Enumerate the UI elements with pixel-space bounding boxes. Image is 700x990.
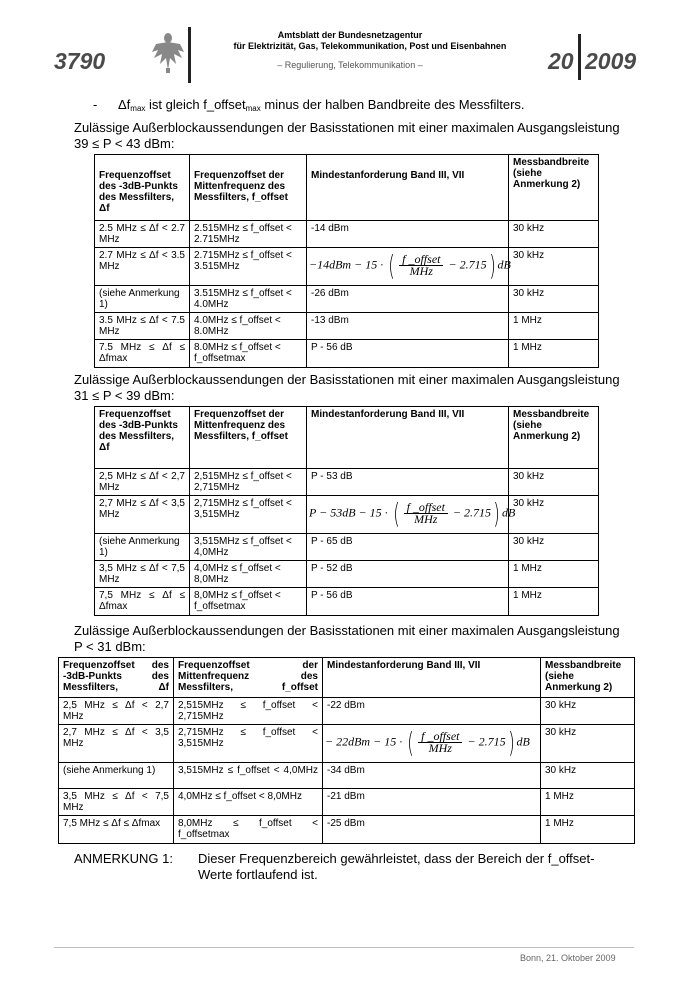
- cell: 3,5 MHz ≤ Δf < 7,5 MHz: [59, 789, 174, 816]
- cell: -26 dBm: [307, 286, 509, 313]
- bullet-marker: -: [93, 97, 98, 112]
- note-label: ANMERKUNG 1:: [74, 851, 173, 866]
- header-cell: Frequenzoffset der Mittenfrequenz des Messfilters, f_offset: [174, 658, 323, 698]
- header-cell: Mindestanforderung Band III, VII: [307, 407, 509, 469]
- cell: 3,5 MHz ≤ Δf < 7,5 MHz: [95, 561, 190, 588]
- cell: 30 kHz: [509, 221, 599, 248]
- table-header-row: [95, 407, 599, 469]
- table-row: [59, 789, 635, 816]
- cell: 1 MHz: [509, 313, 599, 340]
- cell: 30 kHz: [509, 496, 599, 534]
- table-row: [95, 340, 599, 368]
- cell: 8.0MHz ≤ f_offset < f_offsetmax: [190, 340, 307, 368]
- table-row: [59, 816, 635, 844]
- formula-cell: − 22dBm − 15 · ( $\frac{\text{f \_offset}}{\text{MHz}}$ − 2.715) dB: [323, 725, 541, 763]
- cell: 3.515MHz ≤ f_offset < 4.0MHz: [190, 286, 307, 313]
- cell: P - 56 dB: [307, 588, 509, 616]
- header-cell: Mindestanforderung Band III, VII: [307, 155, 509, 221]
- formula-cell: P − 53dB − 15 · ( $\frac{\text{f \_offset}}{\text{MHz}}$ − 2.715) dB: [307, 496, 509, 534]
- cell: (siehe Anmerkung 1): [59, 763, 174, 789]
- table-row: [95, 286, 599, 313]
- emission-table-3: [58, 657, 635, 844]
- table-row: [59, 763, 635, 789]
- cell: 4,0MHz ≤ f_offset < 8,0MHz: [174, 789, 323, 816]
- issue-no: 20: [548, 48, 574, 74]
- cell: 3,515MHz ≤ f_offset < 4,0MHz: [190, 534, 307, 561]
- table-row: [95, 248, 599, 286]
- cell: -13 dBm: [307, 313, 509, 340]
- cell: 7,5 MHz ≤ Δf ≤ Δfmax: [59, 816, 174, 844]
- section-heading-3: Zulässige Außerblockaussendungen der Basisstationen mit einer maximalen Ausgangsleistung P < 31 dBm:: [74, 623, 620, 654]
- formula-cell: −14dBm − 15 · ( $\frac{\text{f \_offset}}{\text{MHz}}$ − 2.715) dB: [307, 248, 509, 286]
- cell: 2,515MHz ≤ f_offset < 2,715MHz: [190, 469, 307, 496]
- table-row: [95, 221, 599, 248]
- table-row: [95, 561, 599, 588]
- header-cell: Messbandbreite (siehe Anmerkung 2): [509, 407, 599, 469]
- cell: (siehe Anmerkung 1): [95, 286, 190, 313]
- cell: 7.5 MHz ≤ Δf ≤ Δfmax: [95, 340, 190, 368]
- table-row: [59, 698, 635, 725]
- cell: 30 kHz: [509, 248, 599, 286]
- table-row: [95, 588, 599, 616]
- cell: 2.515MHz ≤ f_offset < 2.715MHz: [190, 221, 307, 248]
- header-cell: Mindestanforderung Band III, VII: [323, 658, 541, 698]
- table-header-row: [59, 658, 635, 698]
- cell: 2,7 MHz ≤ Δf < 3,5 MHz: [59, 725, 174, 763]
- header-cell: Frequenzoffset des -3dB-Punkts des Messfilters, Δf: [59, 658, 174, 698]
- cell: 1 MHz: [541, 789, 635, 816]
- issue-number: 3790: [54, 48, 106, 74]
- cell: -34 dBm: [323, 763, 541, 789]
- cell: 30 kHz: [541, 698, 635, 725]
- header-cell: Frequenzoffset der Mittenfrequenz des Messfilters, f_offset: [190, 407, 307, 469]
- note-text: Dieser Frequenzbereich gewährleistet, dass der Bereich der f_offset-Werte fortlaufend ist.: [198, 851, 595, 882]
- cell: 30 kHz: [509, 469, 599, 496]
- emission-table-2: [94, 406, 599, 616]
- header-cell: Messbandbreite (siehe Anmerkung 2): [541, 658, 635, 698]
- cell: 1 MHz: [509, 561, 599, 588]
- cell: 8,0MHz ≤ f_offset < f_offsetmax: [190, 588, 307, 616]
- emission-table-1: [94, 154, 599, 368]
- cell: 8,0MHz ≤ f_offset < f_offsetmax: [174, 816, 323, 844]
- cell: P - 65 dB: [307, 534, 509, 561]
- table-row: [95, 313, 599, 340]
- cell: 1 MHz: [509, 340, 599, 368]
- journal-title: Amtsblatt der Bundesnetzagentur: [277, 30, 423, 40]
- header-cell: Messbandbreite (siehe Anmerkung 2): [509, 155, 599, 221]
- header-cell: Frequenzoffset des -3dB-Punkts des Messfilters, Δf: [95, 155, 190, 221]
- cell: 2.5 MHz ≤ Δf < 2.7 MHz: [95, 221, 190, 248]
- cell: (siehe Anmerkung 1): [95, 534, 190, 561]
- cell: -22 dBm: [323, 698, 541, 725]
- cell: 2,7 MHz ≤ Δf < 3,5 MHz: [95, 496, 190, 534]
- cell: 30 kHz: [541, 725, 635, 763]
- header-divider: [188, 27, 191, 83]
- cell: 4.0MHz ≤ f_offset < 8.0MHz: [190, 313, 307, 340]
- cell: -14 dBm: [307, 221, 509, 248]
- cell: P - 52 dB: [307, 561, 509, 588]
- cell: 1 MHz: [541, 816, 635, 844]
- cell: 2,515MHz ≤ f_offset < 2,715MHz: [174, 698, 323, 725]
- journal-subtitle: für Elektrizität, Gas, Telekommunikation, Post und Eisenbahnen: [233, 41, 507, 51]
- cell: -21 dBm: [323, 789, 541, 816]
- cell: P - 53 dB: [307, 469, 509, 496]
- cell: 3.5 MHz ≤ Δf < 7.5 MHz: [95, 313, 190, 340]
- journal-section: – Regulierung, Telekommunikation –: [277, 60, 423, 70]
- year-divider: [578, 34, 581, 80]
- federal-eagle-icon: [150, 30, 186, 74]
- cell: 7,5 MHz ≤ Δf ≤ Δfmax: [95, 588, 190, 616]
- cell: 2.7 MHz ≤ Δf < 3.5 MHz: [95, 248, 190, 286]
- header-cell: Frequenzoffset der Mittenfrequenz des Messfilters, f_offset: [190, 155, 307, 221]
- cell: 30 kHz: [509, 286, 599, 313]
- section-heading-1: Zulässige Außerblockaussendungen der Basisstationen mit einer maximalen Ausgangsleistung 39 ≤ P < 43 dBm:: [74, 120, 620, 151]
- bullet-text: $\Delta f_{max}$ ist gleich f_offset$_{max}$ minus der halben Bandbreite des Messfilters.: [118, 97, 525, 113]
- table-row: [95, 469, 599, 496]
- cell: 2,715MHz ≤ f_offset < 3,515MHz: [190, 496, 307, 534]
- table-header-row: [95, 155, 599, 221]
- section-heading-2: Zulässige Außerblockaussendungen der Basisstationen mit einer maximalen Ausgangsleistung 31 ≤ P < 39 dBm:: [74, 372, 620, 403]
- cell: P - 56 dB: [307, 340, 509, 368]
- table-row: [59, 725, 635, 763]
- cell: 1 MHz: [509, 588, 599, 616]
- table-row: [95, 534, 599, 561]
- cell: 30 kHz: [509, 534, 599, 561]
- footer-place-date: Bonn, 21. Oktober 2009: [520, 953, 616, 963]
- header-cell: Frequenzoffset des -3dB-Punkts des Messfilters, Δf: [95, 407, 190, 469]
- table-row: [95, 496, 599, 534]
- cell: 2,5 MHz ≤ Δf < 2,7 MHz: [59, 698, 174, 725]
- issue-year: 2009: [585, 48, 637, 74]
- cell: 2.715MHz ≤ f_offset < 3.515MHz: [190, 248, 307, 286]
- cell: 2,715MHz ≤ f_offset < 3,515MHz: [174, 725, 323, 763]
- cell: 4,0MHz ≤ f_offset < 8,0MHz: [190, 561, 307, 588]
- cell: 30 kHz: [541, 763, 635, 789]
- cell: 3,515MHz ≤ f_offset < 4,0MHz: [174, 763, 323, 789]
- cell: 2,5 MHz ≤ Δf < 2,7 MHz: [95, 469, 190, 496]
- cell: -25 dBm: [323, 816, 541, 844]
- footer-divider: [54, 947, 634, 948]
